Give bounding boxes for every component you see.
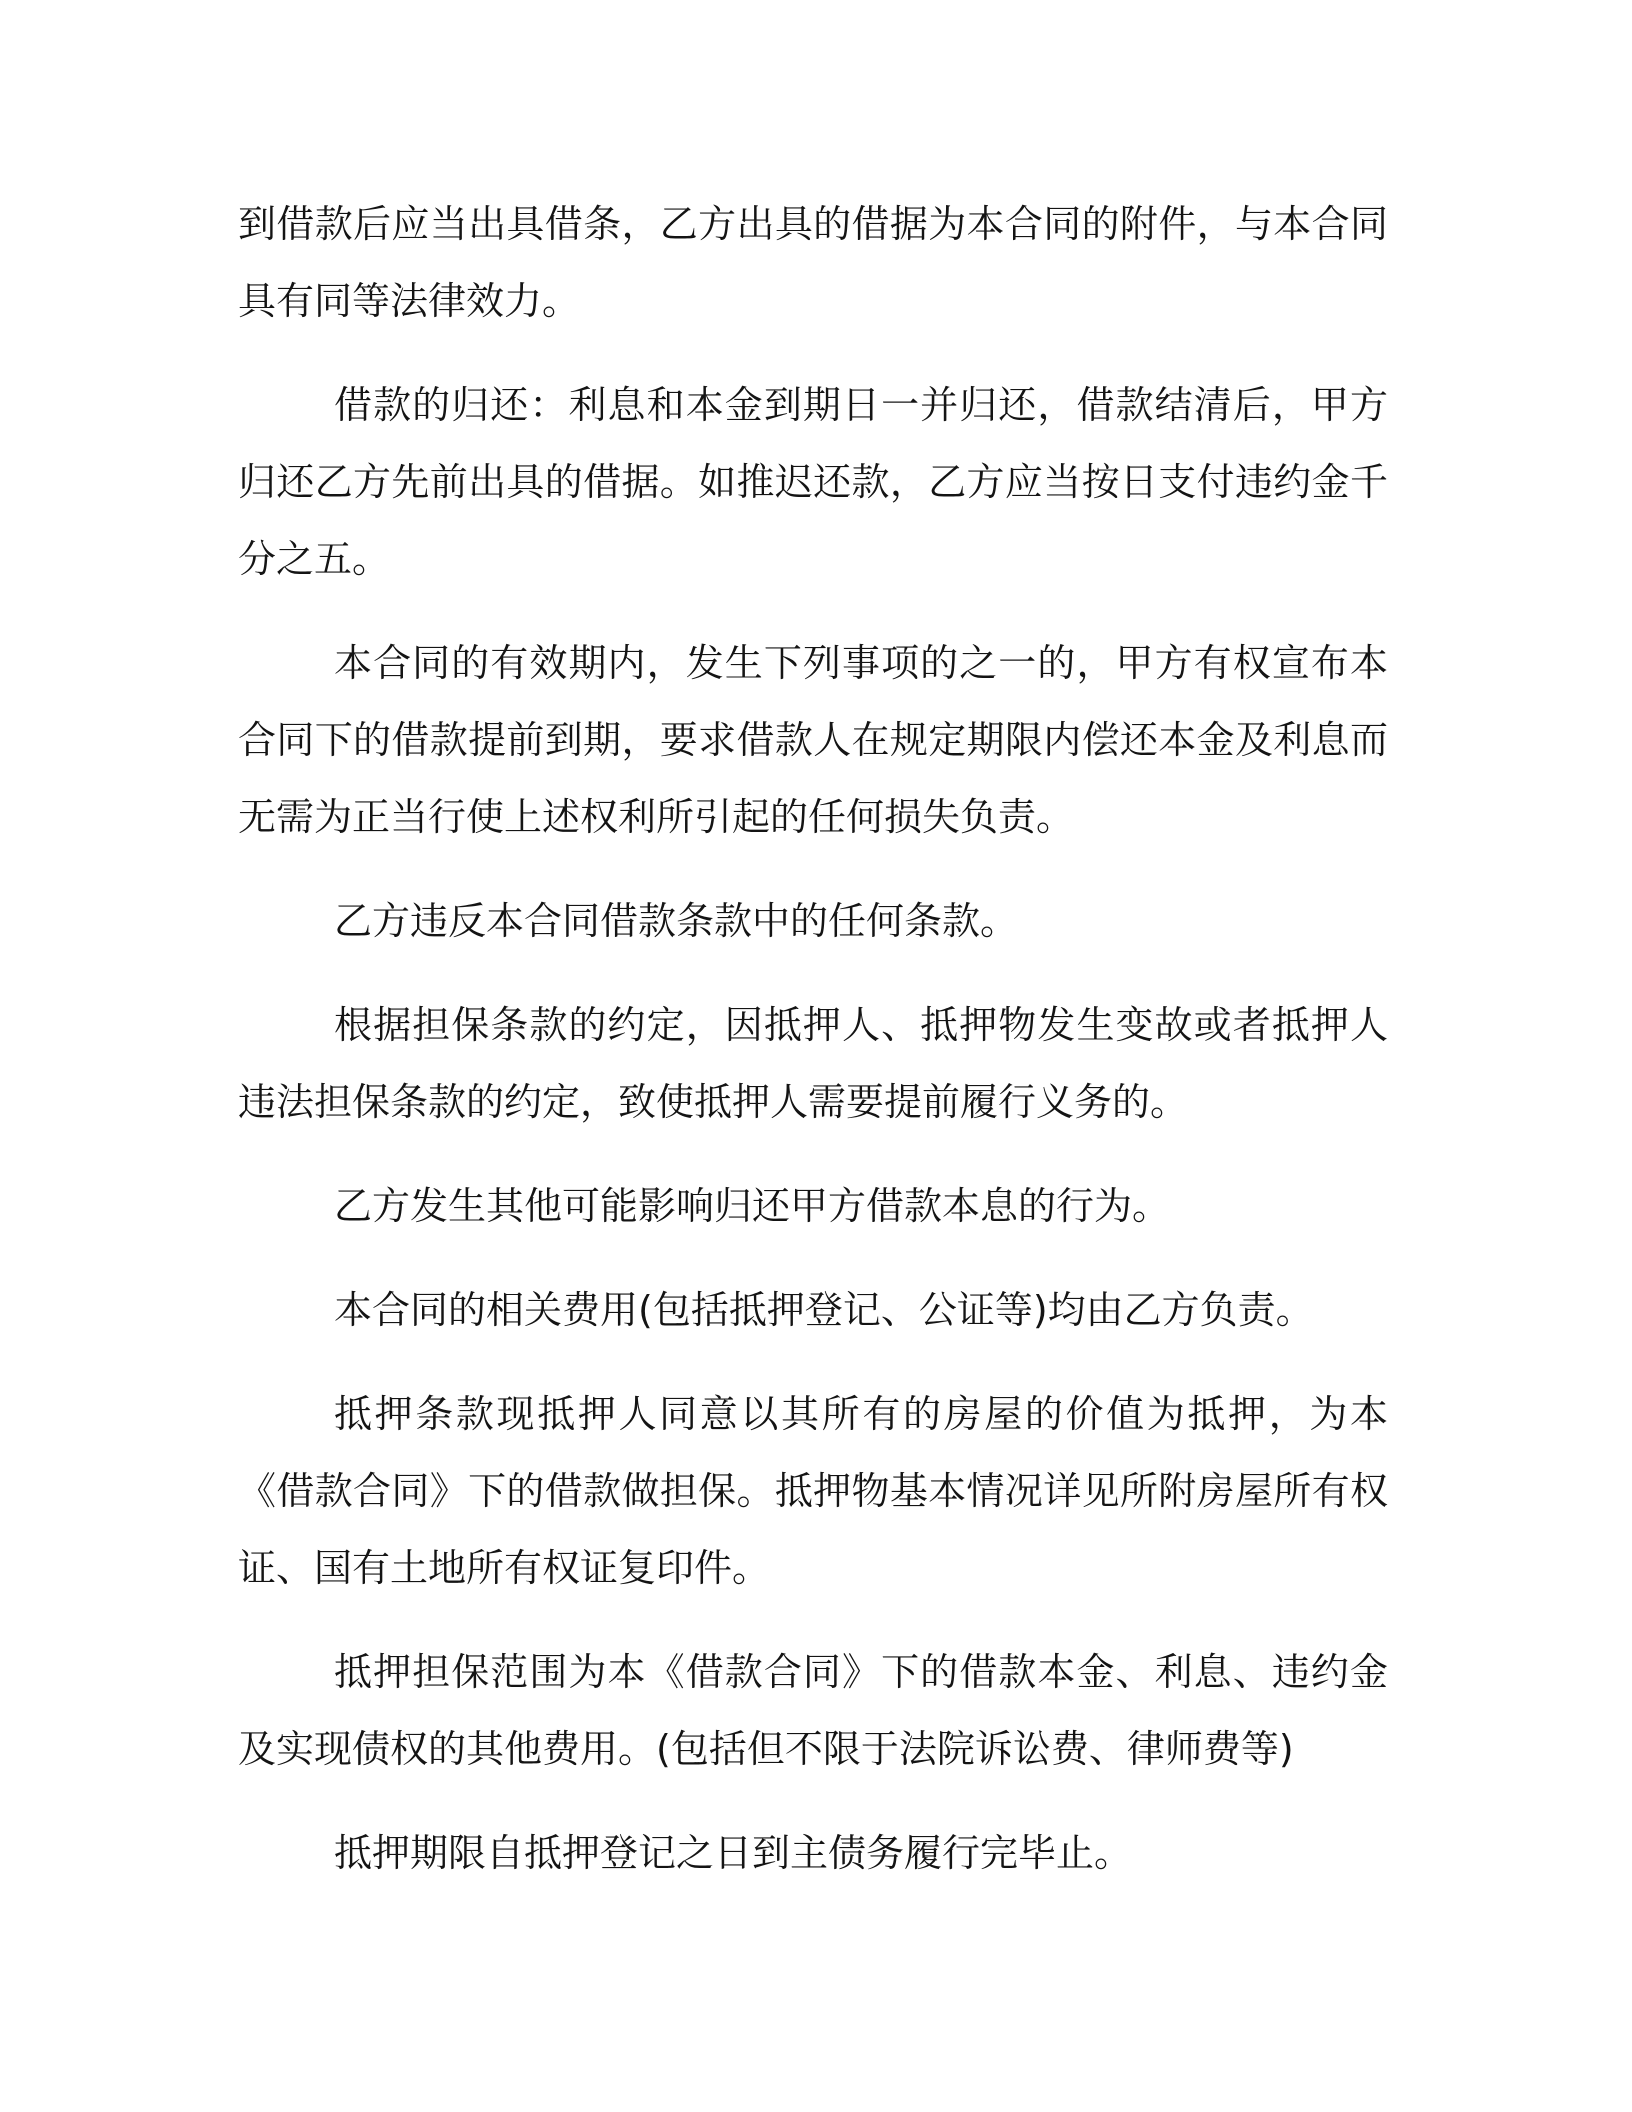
paragraph-fees: 本合同的相关费用(包括抵押登记、公证等)均由乙方负责。 xyxy=(334,1288,1314,1332)
paragraph-mortgage-clause: 抵押条款现抵押人同意以其所有的房屋的价值为抵押，为本《借款合同》下的借款做担保。抵押物基本情况详见所附房屋所有权证、国有土地所有权证复印件。 xyxy=(238,1392,1388,1590)
paragraph-mortgage-term: 抵押期限自抵押登记之日到主债务履行完毕止。 xyxy=(334,1831,1133,1875)
paragraph-loan-receipt: 到借款后应当出具借条，乙方出具的借据为本合同的附件，与本合同具有同等法律效力。 xyxy=(238,202,1388,323)
paragraph-other-conduct: 乙方发生其他可能影响归还甲方借款本息的行为。 xyxy=(334,1184,1171,1228)
paragraph-breach-terms: 乙方违反本合同借款条款中的任何条款。 xyxy=(334,899,1019,943)
paragraph-loan-repayment: 借款的归还：利息和本金到期日一并归还，借款结清后，甲方归还乙方先前出具的借据。如推迟还款，乙方应当按日支付违约金千分之五。 xyxy=(238,383,1388,581)
paragraph-mortgage-scope: 抵押担保范围为本《借款合同》下的借款本金、利息、违约金及实现债权的其他费用。(包括但不限于法院诉讼费、律师费等) xyxy=(238,1650,1388,1771)
paragraph-early-maturity: 本合同的有效期内，发生下列事项的之一的，甲方有权宣布本合同下的借款提前到期，要求借款人在规定期限内偿还本金及利息而无需为正当行使上述权利所引起的任何损失负责。 xyxy=(238,641,1388,839)
paragraph-guarantee-change: 根据担保条款的约定，因抵押人、抵押物发生变故或者抵押人违法担保条款的约定，致使抵押人需要提前履行义务的。 xyxy=(238,1003,1388,1124)
document-body xyxy=(238,186,1388,1892)
